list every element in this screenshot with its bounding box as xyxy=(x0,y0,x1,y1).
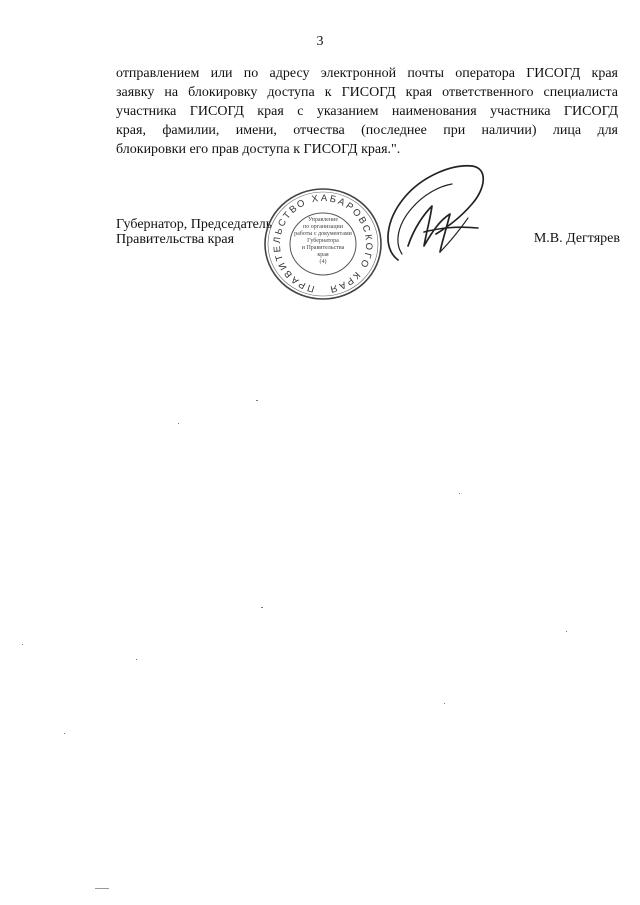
scan-speck xyxy=(136,659,137,660)
signatory-position xyxy=(116,217,272,247)
scan-speck xyxy=(444,703,445,704)
scan-speck xyxy=(64,733,65,734)
seal-center-line: по организации xyxy=(303,224,343,230)
seal-center-line: края xyxy=(317,252,329,258)
position-line: Губернатор, Председатель xyxy=(116,217,273,232)
signer-name: М.В. Дегтярев xyxy=(533,231,620,246)
seal-center-line: Управление xyxy=(307,217,339,223)
official-seal xyxy=(262,186,384,302)
scan-speck xyxy=(459,493,460,494)
scan-speck xyxy=(256,400,258,401)
seal-ring-text: ПРАВИТЕЛЬСТВО ХАБАРОВСКОГО КРАЯ xyxy=(271,192,375,295)
scan-speck xyxy=(95,888,109,889)
body-line: блокировки его прав доступа к ГИСОГД края.". xyxy=(116,142,401,157)
handwritten-signature xyxy=(380,162,490,270)
scan-speck xyxy=(261,607,263,608)
body-line: участника ГИСОГД края с указанием наименования участника ГИСОГД xyxy=(116,104,618,119)
body-paragraph xyxy=(116,64,618,159)
position-line: Правительства края xyxy=(116,232,235,247)
body-line: заявку на блокировку доступа к ГИСОГД края ответственного специалиста xyxy=(116,85,618,100)
scan-speck xyxy=(178,423,179,424)
page-number: 3 xyxy=(316,34,324,49)
body-line: отправлением или по адресу электронной почты оператора ГИСОГД края xyxy=(116,66,618,81)
scan-speck xyxy=(566,631,567,632)
seal-center-line: Губернатора xyxy=(307,238,339,244)
seal-center-line: (4) xyxy=(319,259,327,265)
scan-speck xyxy=(22,644,23,645)
body-line: края, фамилии, имени, отчества (последнее при наличии) лица для xyxy=(116,123,618,138)
seal-center-line: и Правительства xyxy=(301,245,345,251)
seal-center-line: работы с документами xyxy=(294,231,352,237)
